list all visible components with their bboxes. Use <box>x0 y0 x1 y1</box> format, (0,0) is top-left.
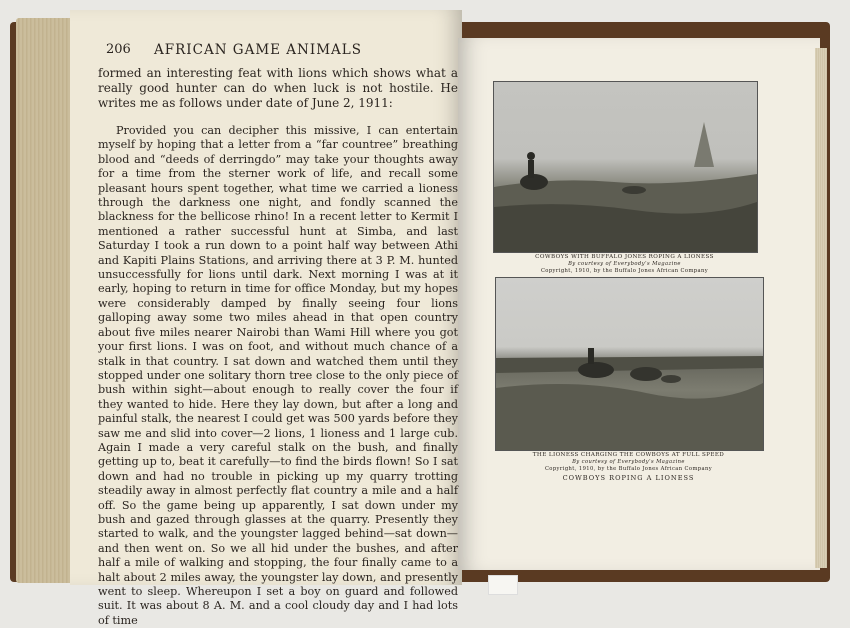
page-number: 206 <box>106 42 131 57</box>
paper-tab <box>488 575 518 595</box>
photo-cowboys-roping <box>493 81 758 253</box>
letter-paragraph: Provided you can decipher this missive, I can entertain myself by hoping that a letter from a “far countree” breathing blood and “deeds of derringdo” may take your thoughts away for a time from the sterner work of life, and recall some pleasant hours spent together, what time we carried a lioness through the darkness one night, and fondly scanned the blackness for the bellicose rhino! In a recent letter to Kermit I mentioned a rather successful hunt at Simba, and last Saturday I took a run down to a point half way between Athi and Kapiti Plains Stations, and arriving there at 3 P. M. hunted unsuccessfully for lions until dark. Next morning I was at it early, hoping to return in time for office Monday, but my hopes were considerably damped by finally seeing four lions galloping away some two miles ahead in that open country about five miles nearer Nairobi than Wami Hill where you got your first lions. I was on foot, and without much chance of a stalk in that country. I sat down and watched them until they stopped under one solitary thorn tree close to the only piece of bush within sight—about enough to really cover the four if they wanted to hide. Here they lay down, but after a long and painful stalk, the nearest I could get was 500 yards before they saw me and slid into cover—2 lions, 1 lioness and 1 large cub. Again I made a very careful stalk on the bush, and finally getting up to, beat it carefully—to find the birds flown! So I sat down and had no trouble in picking up my quarry trotting steadily away in almost perfectly flat country a mile and a half off. So the game being up apparently, I sat down under my bush and gazed through glasses at the quarry. Presently they started to walk, and the youngster lagged behind—sat down—and then went on. So we all hid under the bushes, and after half a mile of walking and stopping, the four finally came to a halt about 2 miles away, the youngster lay down, and presently went to sleep. Whereupon I set a boy on guard and followed suit. It was about 8 A. M. and a cool cloudy day and I had lots of time <box>98 124 458 627</box>
intro-paragraph: formed an interesting feat with lions which shows what a really good hunter can do when luck is not hostile. He writes me as follows under date of June 2, 1911: <box>98 66 458 110</box>
photo2-caption-block <box>495 452 762 473</box>
running-head: AFRICAN GAME ANIMALS <box>154 42 362 58</box>
photo-lioness-charging <box>495 277 764 451</box>
photo1-caption: COWBOYS WITH BUFFALO JONES ROPING A LIONESS <box>535 254 714 260</box>
page-edges-right <box>815 48 827 568</box>
photo2-credit: By courtesy of Everybody’s Magazine <box>572 459 685 465</box>
photo1-illustration <box>494 82 757 252</box>
plate-title: COWBOYS ROPING A LIONESS <box>562 474 695 482</box>
photo2-caption: THE LIONESS CHARGING THE COWBOYS AT FULL SPEED <box>532 452 725 458</box>
photo1-credit: By courtesy of Everybody’s Magazine <box>568 261 681 267</box>
photo2-copyright: Copyright, 1910, by the Buffalo Jones African Company <box>544 466 713 472</box>
photo2-illustration <box>496 278 763 450</box>
photo1-caption-block <box>493 254 756 275</box>
photo1-copyright: Copyright, 1910, by the Buffalo Jones African Company <box>540 268 709 274</box>
